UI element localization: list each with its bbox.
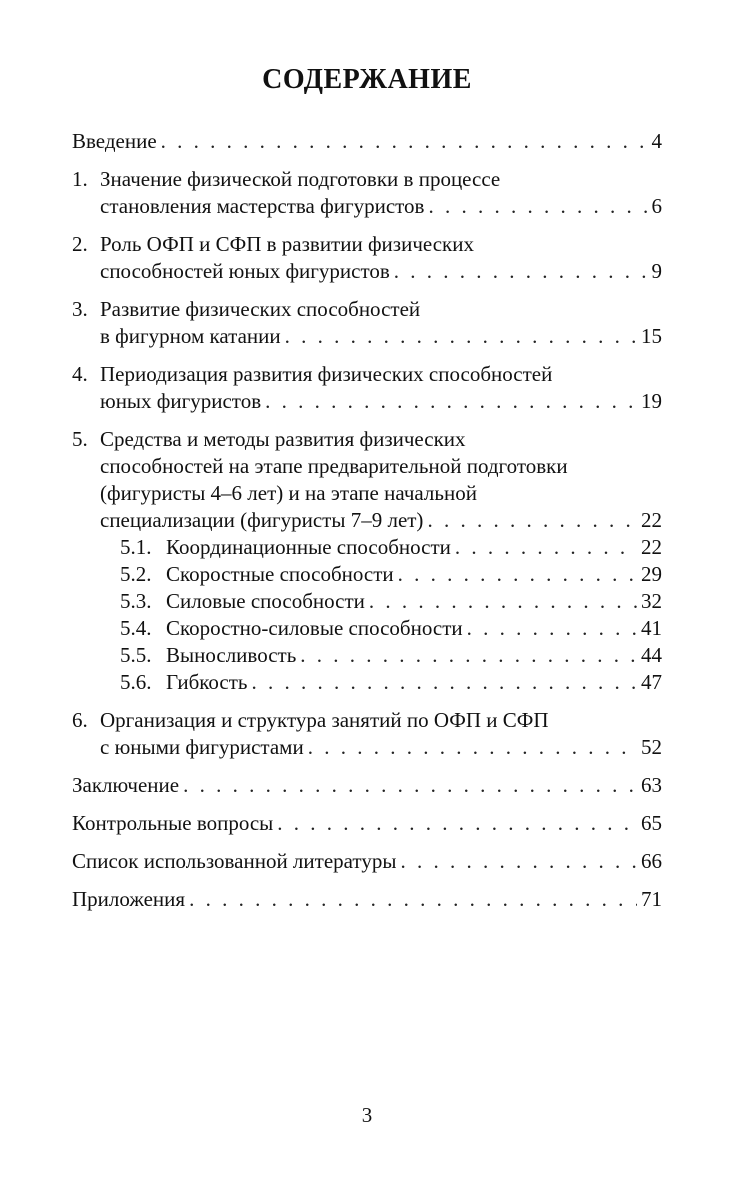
toc-page-number: 47 [641,670,662,694]
dot-leader [161,128,648,155]
toc-entry-text-cont: способностей на этапе предварительной подготовки [100,454,568,478]
toc-entry-intro[interactable] [72,128,662,155]
toc-page-number: 44 [641,643,662,667]
toc-entry-2[interactable] [72,231,662,285]
toc-page-number: 22 [641,535,662,559]
toc-entry-text: Введение [72,129,157,153]
toc-page-number: 29 [641,562,662,586]
toc-subentry-number: 5.1. [120,535,152,559]
dot-leader [277,810,637,837]
dot-leader [300,642,637,669]
toc-subentry[interactable] [72,642,662,669]
dot-leader [398,561,637,588]
toc-entry-text: Список использованной литературы [72,849,397,873]
toc-subentry-number: 5.4. [120,616,152,640]
toc-page-number: 65 [641,811,662,835]
toc-subentry-text: Скоростные способности [166,562,394,586]
dot-leader [427,507,637,534]
toc-entry-text-cont: с юными фигуристами [100,735,304,759]
toc-subentry[interactable] [72,561,662,588]
toc-entry-text: Периодизация развития физических способностей [100,362,553,386]
toc-page-number: 41 [641,616,662,640]
dot-leader [183,772,637,799]
toc-subentry-text: Выносливость [166,643,297,667]
toc-entry-text: Значение физической подготовки в процессе [100,167,501,191]
toc-subentry[interactable] [72,669,662,696]
dot-leader [189,886,637,913]
toc-entry-number: 3. [72,297,88,321]
toc-subentry[interactable] [72,615,662,642]
toc-page-number: 71 [641,887,662,911]
toc-page-number: 52 [641,735,662,759]
toc-entry-conclusion[interactable] [72,772,662,799]
toc-entry-3[interactable] [72,296,662,350]
dot-leader [308,734,637,761]
toc-entry-text-cont: специализации (фигуристы 7–9 лет) [100,508,424,532]
toc-page-number: 6 [651,194,662,218]
toc-subentry-text: Координационные способности [166,535,451,559]
toc-subentry-number: 5.2. [120,562,152,586]
toc-entry-text: Роль ОФП и СФП в развитии физических [100,232,475,256]
toc-entry-text-cont: становления мастерства фигуристов [100,194,425,218]
dot-leader [394,258,648,285]
toc-entry-number: 2. [72,232,88,256]
toc-subentry-text: Скоростно-силовые способности [166,616,463,640]
dot-leader [369,588,637,615]
toc-entry-5[interactable] [72,426,662,696]
toc-page-number: 4 [651,129,662,153]
toc-page-number: 19 [641,389,662,413]
toc-subentries [72,534,662,696]
dot-leader [285,323,637,350]
toc-entry-text-cont: (фигуристы 4–6 лет) и на этапе начальной [100,481,477,505]
toc-entry-appendix[interactable] [72,886,662,913]
toc-page-number: 22 [641,508,662,532]
page-number: 3 [361,1103,373,1127]
toc-page-number: 63 [641,773,662,797]
toc-entry-text-cont: в фигурном катании [100,324,281,348]
dot-leader [467,615,637,642]
toc-subentry[interactable] [72,588,662,615]
page-title: СОДЕРЖАНИЕ [262,64,472,95]
toc-subentry[interactable] [72,534,662,561]
dot-leader [428,193,647,220]
dot-leader [400,848,637,875]
dot-leader [252,669,638,696]
toc-entry-literature[interactable] [72,848,662,875]
toc-subentry-number: 5.3. [120,589,152,613]
toc-page-number: 9 [651,259,662,283]
toc-subentry-number: 5.6. [120,670,152,694]
dot-leader [455,534,637,561]
page [72,0,662,1182]
dot-leader [265,388,637,415]
toc-entry-text: Развитие физических способностей [100,297,421,321]
toc-entry-4[interactable] [72,361,662,415]
toc-entry-text: Средства и методы развития физических [100,427,466,451]
toc-entry-number: 4. [72,362,88,386]
toc-entry-text-cont: юных фигуристов [100,389,262,413]
toc-entry-6[interactable] [72,707,662,761]
toc-subentry-text: Гибкость [166,670,248,694]
toc-entry-questions[interactable] [72,810,662,837]
toc-page-number: 15 [641,324,662,348]
toc-entry-text: Контрольные вопросы [72,811,274,835]
toc-entry-text: Организация и структура занятий по ОФП и СФП [100,708,549,732]
toc-entry-number: 1. [72,167,88,191]
toc-entry-text-cont: способностей юных фигуристов [100,259,390,283]
toc-entry-number: 5. [72,427,88,451]
toc-page-number: 66 [641,849,662,873]
toc-subentry-number: 5.5. [120,643,152,667]
toc-subentry-text: Силовые способности [166,589,365,613]
toc-entry-1[interactable] [72,166,662,220]
toc-page-number: 32 [641,589,662,613]
toc-entry-number: 6. [72,708,88,732]
toc-entry-text: Приложения [72,887,186,911]
table-of-contents [72,128,662,924]
toc-entry-text: Заключение [72,773,180,797]
